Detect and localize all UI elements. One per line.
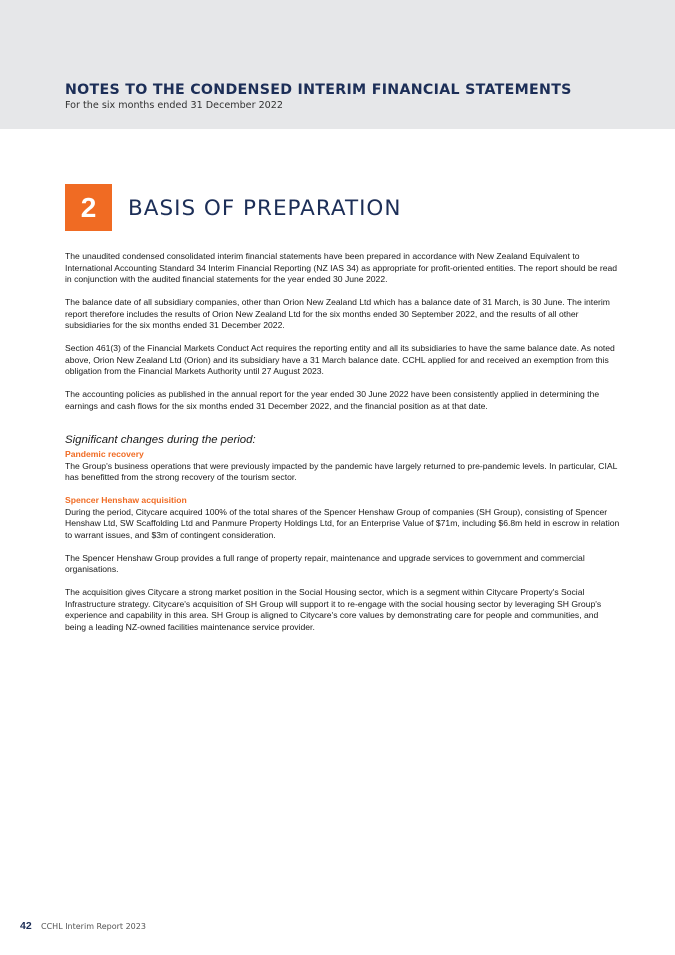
acquisition-paragraph: The Spencer Henshaw Group provides a full range of property repair, maintenance and upgrade services to government and commercial organisations.: [65, 552, 585, 574]
paragraph-fmc-exemption: Section 461(3) of the Financial Markets Conduct Act requires the reporting entity and all its subsidiaries to have the same balance date. As noted above, Orion New Zealand Ltd (Orion) and its subsidiary have a 31 March balance date. CCHL applied for and received an exemption from this obligation from the Financial Markets Authority until 27 August 2023.: [65, 343, 615, 376]
paragraph-accounting-policies: The accounting policies as published in the annual report for the year ended 30 June 2022 have been consistently applied in determining the earnings and cash flows for the six months ended 31 December 2022, and the financial position as at that date.: [65, 389, 600, 411]
paragraph-balance-date: The balance date of all subsidiary companies, other than Orion New Zealand Ltd which has a balance date of 31 March, is 30 June. The interim report therefore includes the results of Orion New Zealand Ltd for the six months ended 30 September 2022, and the results of all other subsidiaries for the six months ended 31 December 2022.: [65, 297, 610, 330]
paragraph-basis: The unaudited condensed consolidated interim financial statements have been prepared in accordance with New Zealand Equivalent to International Accounting Standard 34 Interim Financial Reporting (NZ IAS 34) as appropriate for profit-oriented entities. The report should be read in conjunction with the audited financial statements for the year ended 30 June 2022.: [65, 251, 618, 284]
section-body: [65, 251, 620, 645]
footer-page-number: 42: [20, 920, 32, 932]
footer-report-label: CCHL Interim Report 2023: [41, 922, 146, 931]
pandemic-recovery-text: The Group's business operations that were previously impacted by the pandemic have largely returned to pre-pandemic levels. In particular, CIAL has benefitted from the strong recovery of the tourism sector.: [65, 460, 618, 482]
page-header-subtitle: For the six months ended 31 December 2022: [65, 100, 283, 111]
spencer-henshaw-heading: Spencer Henshaw acquisition: [65, 495, 187, 505]
section-title: BASIS OF PREPARATION: [128, 196, 402, 221]
acquisition-paragraph: The acquisition gives Citycare a strong market position in the Social Housing sector, which is a segment within Citycare Property's Social Infrastructure strategy. Citycare's acquisition of SH Group will support it to re-engage with the social housing sector by leveraging SH Group's experience and capability in this area. SH Group is aligned to Citycare's core values by demonstrating care for people and communities, and being a leading NZ-owned facilities maintenance service provider.: [65, 587, 602, 632]
page-header-title: NOTES TO THE CONDENSED INTERIM FINANCIAL STATEMENTS: [65, 82, 572, 98]
section-number-badge: 2: [65, 184, 112, 231]
significant-changes-heading: Significant changes during the period:: [65, 434, 256, 446]
pandemic-recovery-heading: Pandemic recovery: [65, 449, 144, 459]
acquisition-paragraph: During the period, Citycare acquired 100% of the total shares of the Spencer Henshaw Group of companies (SH Group), consisting of Spencer Henshaw Ltd, SW Scaffolding Ltd and Panmure Property Holdings Ltd, for an Enterprise Value of $71m, including $6.8m held in escrow in relation to warrant issues, and $3m of contingent consideration.: [65, 506, 620, 540]
